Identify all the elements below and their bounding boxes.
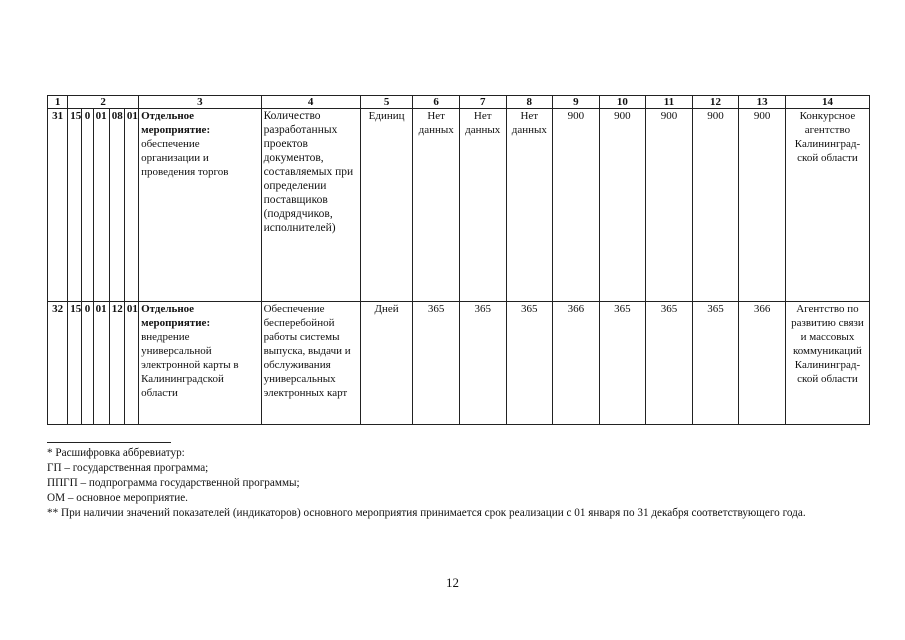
indicator-cell: Количество разработанных проектов документов, составляемых при определении поставщиков (подрядчиков, исполнителей) — [261, 109, 360, 302]
header-cell: 9 — [553, 96, 600, 109]
unit-cell: Единиц — [360, 109, 413, 302]
row-number: 31 — [48, 109, 68, 302]
footnote-line: ГП – государственная программа; — [47, 462, 209, 474]
code-event: 12 — [109, 302, 124, 425]
header-cell: 11 — [646, 96, 693, 109]
value-cell: 365 — [599, 302, 646, 425]
header-cell: 3 — [139, 96, 261, 109]
header-cell: 4 — [261, 96, 360, 109]
footnote-line: * Расшифровка аббревиатур: — [47, 447, 185, 459]
indicators-table — [47, 95, 870, 425]
footnote-line: ОМ – основное мероприятие. — [47, 492, 188, 504]
footnote-divider — [47, 442, 171, 443]
executor-cell: Конкурсное агентство Калининград-ской области — [785, 109, 869, 302]
event-description: обеспечение организации и проведения торгов — [141, 138, 229, 178]
header-cell: 5 — [360, 96, 413, 109]
value-cell: 365 — [506, 302, 553, 425]
code-gp: 15 — [68, 302, 82, 425]
header-cell: 1 — [48, 96, 68, 109]
row-number: 32 — [48, 302, 68, 425]
value-cell: Нет данных — [506, 109, 553, 302]
value-cell: 365 — [459, 302, 506, 425]
header-cell: 10 — [599, 96, 646, 109]
event-cell — [139, 109, 261, 302]
code-om: 01 — [93, 109, 109, 302]
value-cell: 365 — [413, 302, 460, 425]
value-cell: 900 — [692, 109, 739, 302]
footnote-line: ** При наличии значений показателей (индикаторов) основного мероприятия принимается срок реализации с 01 января по 31 декабря соответствующего года. — [47, 507, 806, 519]
table-row — [48, 109, 870, 302]
value-cell: 365 — [646, 302, 693, 425]
indicator-cell: Обеспечение бесперебойной работы системы выпуска, выдачи и обслуживания универсальных электронных карт — [261, 302, 360, 425]
header-cell: 2 — [68, 96, 139, 109]
code-ppgp: 0 — [82, 302, 93, 425]
value-cell: Нет данных — [459, 109, 506, 302]
header-cell: 8 — [506, 96, 553, 109]
footnotes — [47, 446, 806, 521]
value-cell: 900 — [739, 109, 786, 302]
value-cell: 366 — [739, 302, 786, 425]
value-cell: 365 — [692, 302, 739, 425]
header-cell: 7 — [459, 96, 506, 109]
header-cell: 14 — [785, 96, 869, 109]
code-om: 01 — [93, 302, 109, 425]
event-title: Отдельное мероприятие: — [141, 110, 211, 136]
executor-cell: Агентство по развитию связи и массовых коммуникаций Калининград-ской области — [785, 302, 869, 425]
code-sub: 01 — [124, 302, 138, 425]
table-header-row — [48, 96, 870, 109]
page-number: 12 — [446, 575, 459, 590]
event-description: внедрение универсальной электронной карты в Калининградской области — [141, 331, 239, 399]
value-cell: 900 — [646, 109, 693, 302]
code-gp: 15 — [68, 109, 82, 302]
code-sub: 01 — [124, 109, 138, 302]
value-cell: 900 — [553, 109, 600, 302]
code-ppgp: 0 — [82, 109, 93, 302]
footnote-line: ППГП – подпрограмма государственной программы; — [47, 477, 300, 489]
header-cell: 6 — [413, 96, 460, 109]
header-cell: 13 — [739, 96, 786, 109]
table-row — [48, 302, 870, 425]
event-title: Отдельное мероприятие: — [141, 303, 211, 329]
event-cell — [139, 302, 261, 425]
value-cell: 900 — [599, 109, 646, 302]
value-cell: 366 — [553, 302, 600, 425]
unit-cell: Дней — [360, 302, 413, 425]
code-event: 08 — [109, 109, 124, 302]
header-cell: 12 — [692, 96, 739, 109]
value-cell: Нет данных — [413, 109, 460, 302]
